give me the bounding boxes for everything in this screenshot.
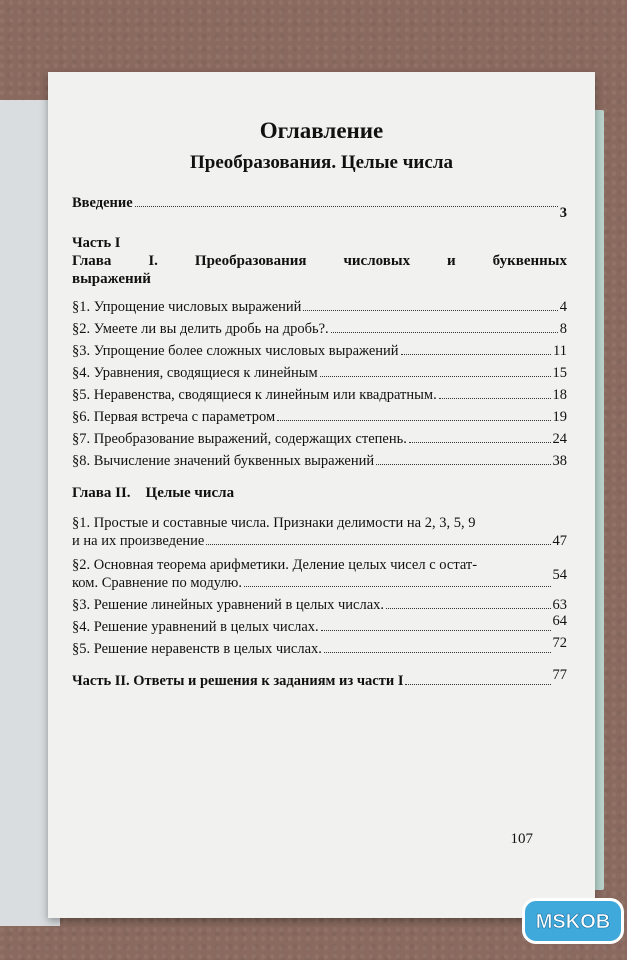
heading-word: I.: [148, 253, 158, 269]
toc-part-2: [72, 667, 567, 690]
toc-entry-page: 18: [552, 387, 567, 403]
toc-entry: [72, 342, 567, 360]
toc-entry-page: 47: [552, 533, 567, 549]
toc-entry-page: 63: [552, 597, 567, 613]
dot-leader: [376, 464, 550, 465]
toc-entry-text: Введение: [72, 195, 133, 211]
toc-entry-page: 8: [559, 321, 567, 337]
watermark-text: MSKOB: [535, 911, 611, 933]
toc-entry: [72, 452, 567, 470]
dot-leader: [439, 398, 551, 399]
page-subtitle: Преобразования. Целые числа: [190, 152, 453, 173]
toc-entry-line: §1. Простые и составные числа. Признаки делимости на 2, 3, 5, 9: [72, 515, 476, 531]
dot-leader: [409, 442, 551, 443]
toc-entry-text: §2. Умеете ли вы делить дробь на дробь?.: [72, 321, 329, 337]
dot-leader: [401, 354, 551, 355]
toc-entry-text: §4. Решение уравнений в целых числах.: [72, 619, 319, 635]
toc-entry: [72, 408, 567, 426]
toc-entry: [72, 532, 567, 550]
dot-leader: [324, 652, 551, 653]
heading-word: Преобразования: [194, 253, 307, 269]
toc-entry-text: §4. Уравнения, сводящиеся к линейным: [72, 365, 318, 381]
toc-entry-text: ком. Сравнение по модулю.: [72, 575, 243, 591]
toc-entry-page: 38: [552, 453, 567, 469]
toc-entry-text: §3. Упрощение более сложных числовых выражений: [72, 343, 399, 359]
toc-entry-page: 3: [559, 205, 567, 221]
book-page: [48, 72, 595, 918]
toc-entry-text: и на их произведение: [72, 533, 205, 549]
toc-entry-text: §1. Упрощение числовых выражений: [72, 299, 302, 315]
toc-entry-text: §5. Решение неравенств в целых числах.: [72, 641, 322, 657]
page-title: Оглавление: [259, 118, 384, 143]
heading-word: Глава: [72, 253, 112, 269]
toc-entry-page: 15: [552, 365, 567, 381]
toc-entry: [72, 596, 567, 614]
dot-leader: [320, 376, 551, 377]
toc-entry-text: §8. Вычисление значений буквенных выражений: [72, 453, 375, 469]
toc-entry-page: 72: [552, 635, 567, 651]
toc-entry: [72, 567, 567, 592]
toc-entry-text: §6. Первая встреча с параметром: [72, 409, 276, 425]
dot-leader: [244, 586, 550, 587]
dot-leader: [277, 420, 550, 421]
toc-entry: [72, 320, 567, 338]
dot-leader: [405, 684, 550, 685]
toc-entry: [72, 430, 567, 448]
toc-entry-page: 4: [559, 299, 567, 315]
toc-entry-text: Часть II. Ответы и решения к заданиям из части I: [72, 673, 404, 689]
toc-entry: [72, 386, 567, 404]
toc-entry-page: 64: [552, 613, 567, 629]
toc-chapter-2: Глава II. Целые числа: [72, 485, 235, 501]
toc-chapter-1-line-1: [72, 252, 567, 270]
toc-entry-page: 11: [553, 343, 567, 359]
page-number: 107: [510, 831, 533, 847]
dot-leader: [321, 630, 551, 631]
toc-entry-line: §2. Основная теорема арифметики. Деление целых чисел с остат-: [72, 557, 478, 573]
toc-part-1: Часть I: [72, 235, 121, 251]
toc-entry-page: 24: [552, 431, 567, 447]
dot-leader: [303, 310, 557, 311]
toc-chapter-1-line-2: выражений: [72, 271, 151, 287]
toc-entry-page: 54: [552, 567, 567, 583]
toc-intro: [72, 194, 567, 221]
dot-leader: [135, 206, 558, 207]
dot-leader: [386, 608, 550, 609]
heading-word: и: [447, 253, 456, 269]
toc-entry-text: §3. Решение линейных уравнений в целых числах.: [72, 597, 385, 613]
toc-entry-page: 77: [552, 667, 567, 683]
watermark-logo: [522, 898, 624, 944]
toc-entry: [72, 635, 567, 658]
toc-entry: [72, 613, 567, 636]
toc-entry-page: 19: [552, 409, 567, 425]
toc-entry: [72, 364, 567, 382]
heading-word: буквенных: [492, 253, 567, 269]
toc-entry-text: §5. Неравенства, сводящиеся к линейным или квадратным.: [72, 387, 437, 403]
toc-entry: [72, 298, 567, 316]
dot-leader: [331, 332, 558, 333]
toc-entry-text: §7. Преобразование выражений, содержащих степень.: [72, 431, 407, 447]
heading-word: числовых: [343, 253, 411, 269]
dot-leader: [206, 544, 550, 545]
